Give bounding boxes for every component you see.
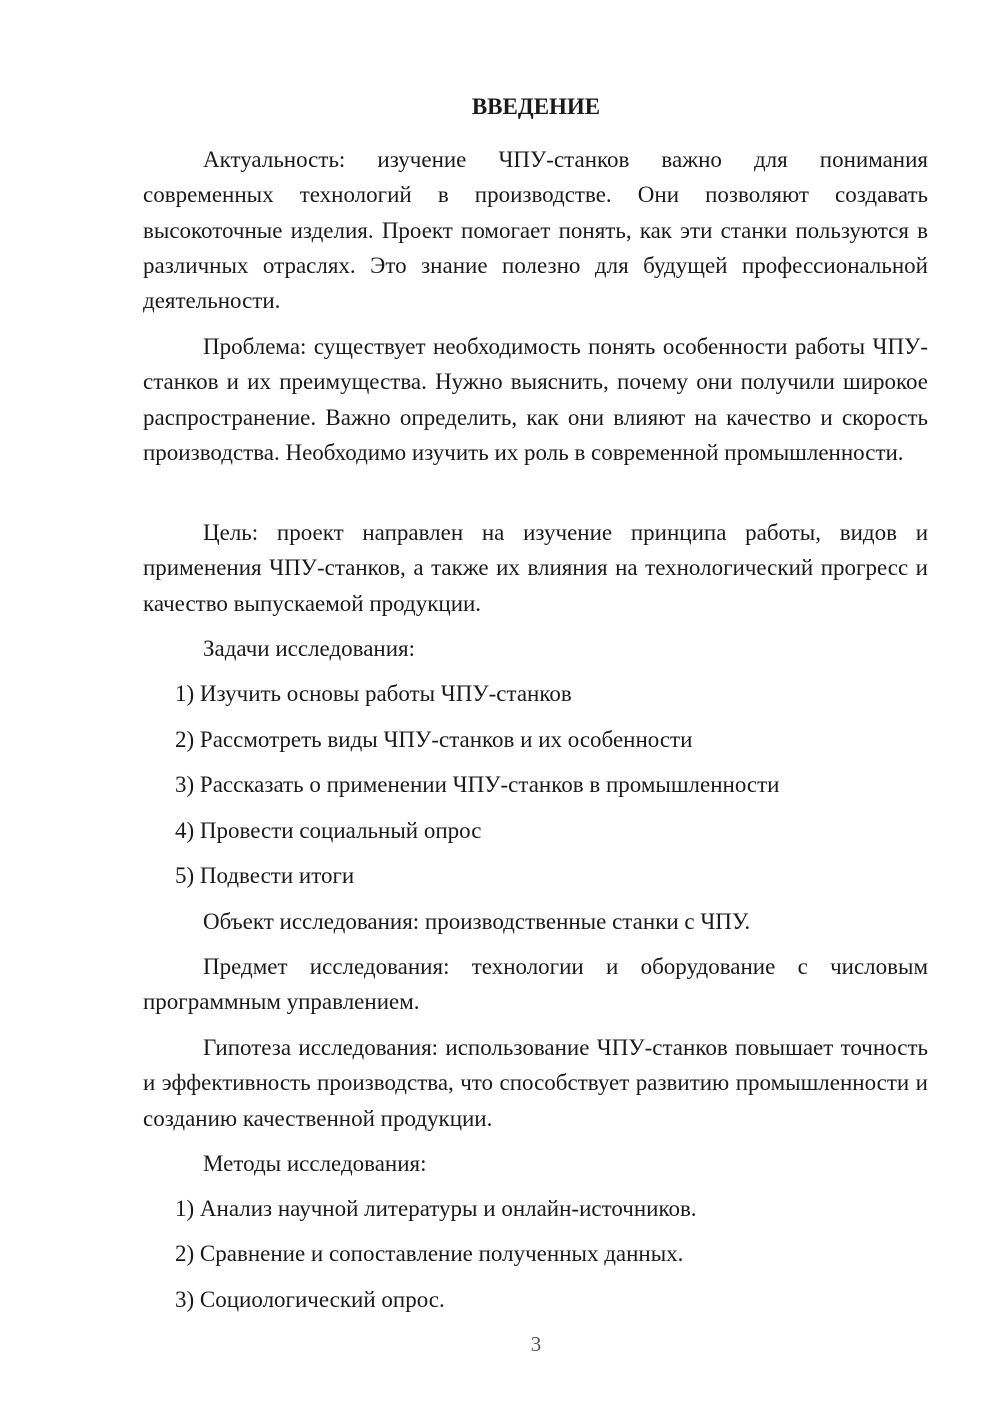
task-item-3: 3) Рассказать о применении ЧПУ-станков в промышленности	[175, 772, 780, 797]
task-item-2: 2) Рассмотреть виды ЧПУ-станков и их особенности	[175, 727, 693, 752]
tasks-heading: Задачи исследования:	[203, 636, 416, 661]
method-item-3: 3) Социологический опрос.	[175, 1287, 445, 1312]
task-item-5: 5) Подвести итоги	[175, 863, 355, 888]
page-number: 3	[530, 1332, 542, 1356]
methods-heading: Методы исследования:	[203, 1151, 427, 1176]
task-item-1: 1) Изучить основы работы ЧПУ-станков	[175, 681, 572, 706]
task-item-4: 4) Провести социальный опрос	[175, 818, 482, 843]
problem-paragraph: Проблема: существует необходимость понять особенности работы ЧПУ-станков и их преимущества. Нужно выяснить, почему они получили широкое распространение. Важно определить, как они влияют на качество и скорость производства. Необходимо изучить их роль в современной промышленности.	[143, 334, 928, 465]
method-item-1: 1) Анализ научной литературы и онлайн-источников.	[175, 1196, 697, 1221]
goal-paragraph: Цель: проект направлен на изучение принципа работы, видов и применения ЧПУ-станков, а также их влияния на технологический прогресс и качество выпускаемой продукции.	[143, 520, 928, 616]
hypothesis-paragraph: Гипотеза исследования: использование ЧПУ-станков повышает точность и эффективность производства, что способствует развитию промышленности и созданию качественной продукции.	[143, 1035, 928, 1131]
relevance-paragraph: Актуальность: изучение ЧПУ-станков важно для понимания современных технологий в производстве. Они позволяют создавать высокоточные изделия. Проект помогает понять, как эти станки пользуются в различных отраслях. Это знание полезно для будущей профессиональной деятельности.	[143, 147, 928, 314]
document-title: ВВЕДЕНИЕ	[471, 94, 601, 119]
subject-paragraph: Предмет исследования: технологии и оборудование с числовым программным управлением.	[143, 954, 928, 1015]
method-item-2: 2) Сравнение и сопоставление полученных данных.	[175, 1241, 684, 1266]
object-paragraph: Объект исследования: производственные станки с ЧПУ.	[203, 909, 751, 934]
